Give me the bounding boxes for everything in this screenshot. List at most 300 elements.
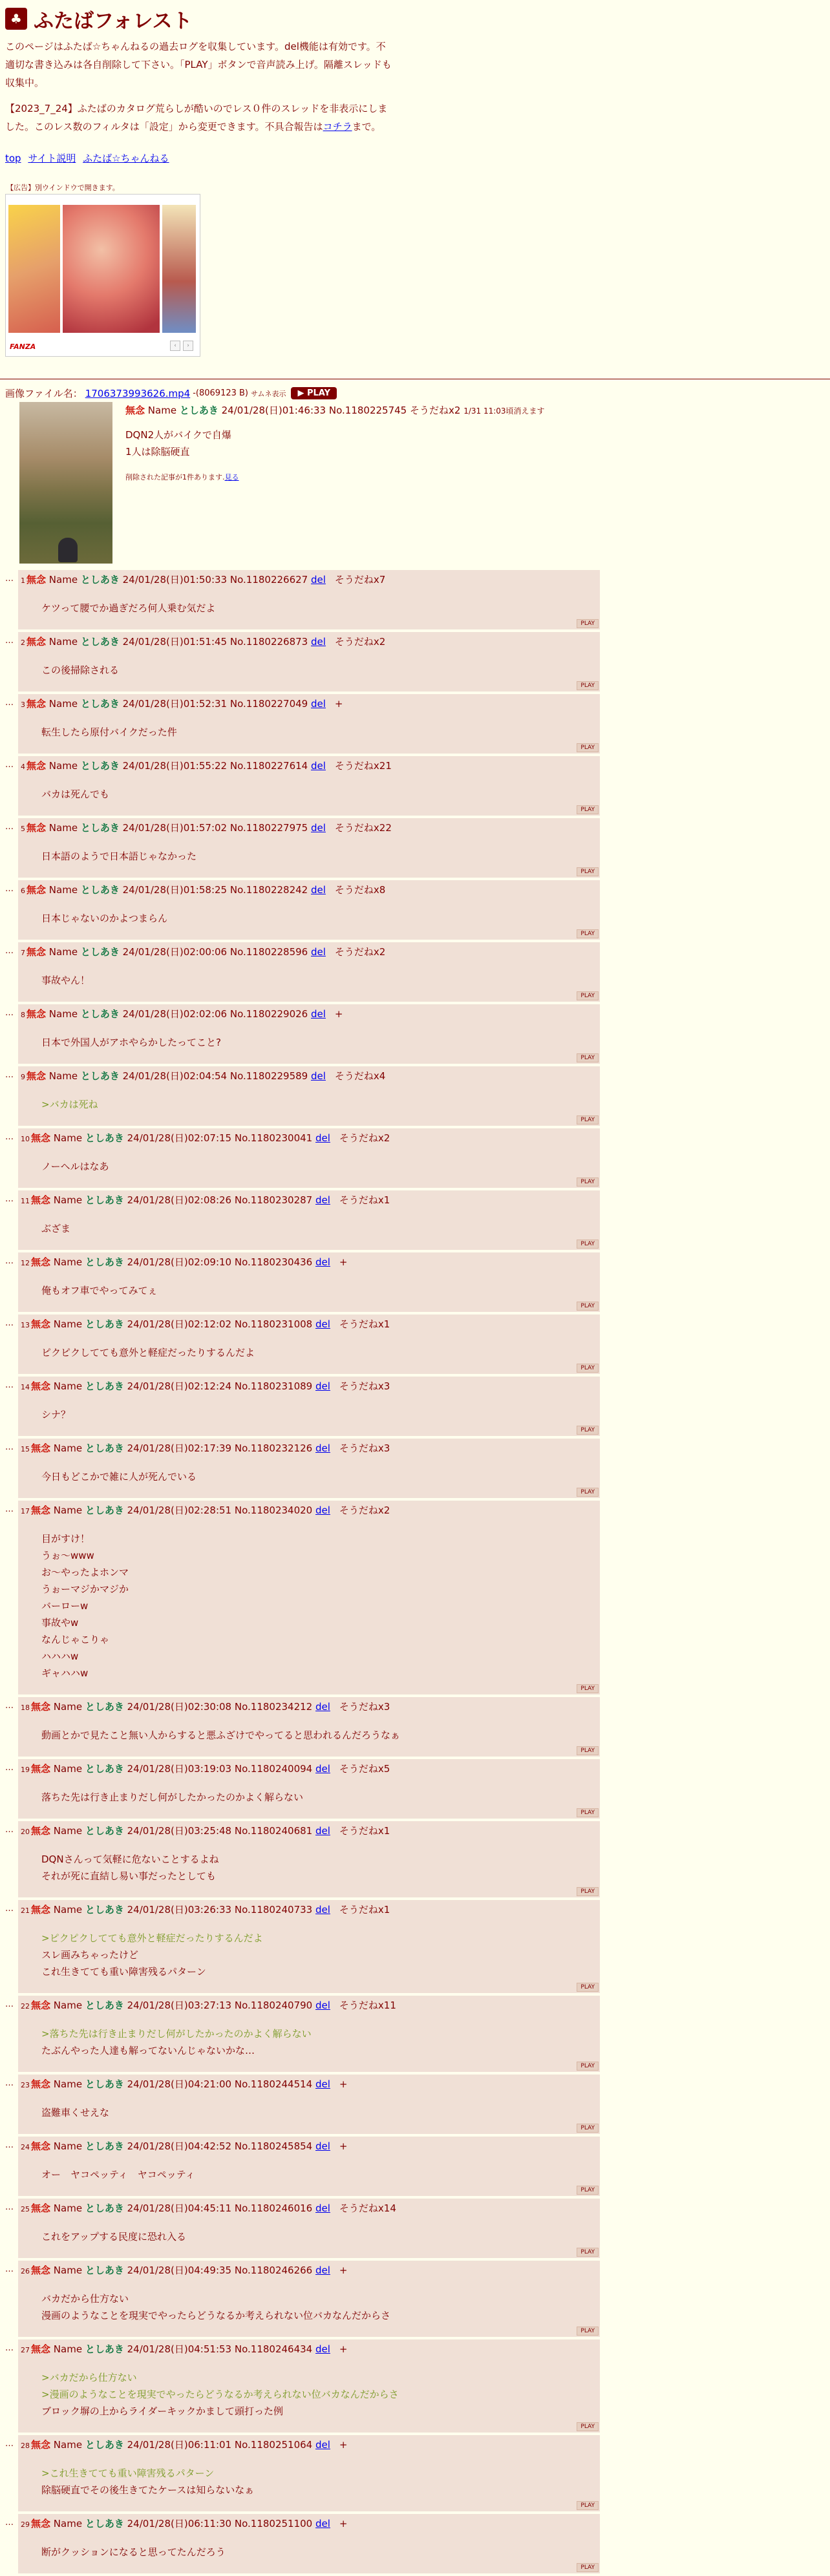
op-play-label: PLAY (307, 388, 331, 398)
reply-box (18, 570, 600, 629)
reply-datetime: 24/01/28(日)04:42:52 (127, 2140, 232, 2152)
reply-del-link[interactable]: del (315, 1442, 330, 1454)
reply-body (41, 848, 600, 865)
reply-row (5, 1697, 600, 1757)
reply-subject: 無念 (31, 1256, 51, 1268)
reply-play-button[interactable]: PLAY (577, 1426, 599, 1435)
reply-box (18, 1066, 600, 1126)
reply-body (41, 1468, 600, 1485)
nav-about-link[interactable]: サイト説明 (28, 153, 76, 164)
reply-row (5, 2514, 600, 2573)
reply-play-button[interactable]: PLAY (577, 2248, 599, 2257)
reply-quote-line: >これ生きてても重い障害残るパターン (41, 2467, 215, 2479)
reply-sodane[interactable]: そうだねx1 (339, 1318, 390, 1330)
reply-number[interactable]: No.1180229026 (229, 1008, 308, 1020)
reply-datetime: 24/01/28(日)02:07:15 (127, 1132, 232, 1144)
reply-sodane[interactable]: + (339, 2518, 348, 2529)
reply-sodane[interactable]: + (339, 1256, 348, 1268)
reply-del-link[interactable]: del (315, 1504, 330, 1516)
reply-quote-line: >バカは死ね (41, 1099, 98, 1110)
reply-index: 4 (21, 763, 25, 771)
reply-marker: … (5, 698, 14, 708)
reply-del-link[interactable]: del (315, 2265, 330, 2276)
reply-number[interactable]: No.1180229589 (229, 1070, 308, 1082)
reply-name: としあき (85, 2439, 124, 2451)
reply-index: 27 (21, 2346, 30, 2354)
reply-sodane[interactable]: そうだねx5 (339, 1763, 390, 1775)
reply-sodane[interactable]: + (339, 2265, 348, 2276)
reply-row (5, 2339, 600, 2433)
reply-index: 19 (21, 1766, 30, 1774)
reply-subject: 無念 (31, 2343, 51, 2355)
reply-body-line: 除脳硬直でその後生きてたケースは知らないなぁ (41, 2484, 255, 2496)
reply-number[interactable]: No.1180226627 (229, 574, 308, 586)
reply-del-link[interactable]: del (315, 1763, 330, 1775)
reply-play-button[interactable]: PLAY (577, 2563, 599, 2572)
reply-play-button[interactable]: PLAY (577, 681, 599, 690)
reply-number[interactable]: No.1180230287 (234, 1194, 313, 1206)
reply-number[interactable]: No.1180230041 (234, 1132, 313, 1144)
reply-name: としあき (80, 884, 120, 896)
reply-sodane[interactable]: そうだねx2 (339, 1132, 390, 1144)
reply-row (5, 1439, 600, 1498)
reply-datetime: 24/01/28(日)02:28:51 (127, 1504, 232, 1516)
reply-name: としあき (80, 1070, 120, 1082)
reply-number[interactable]: No.1180227049 (229, 698, 308, 710)
reply-body-line: 断がクッションになると思ってたんだろう (41, 2546, 226, 2558)
reply-sodane[interactable]: そうだねx3 (339, 1701, 390, 1713)
reply-del-link[interactable]: del (311, 574, 326, 586)
reply-marker: … (5, 946, 14, 956)
reply-del-link[interactable]: del (311, 822, 326, 834)
reply-sodane[interactable]: そうだねx7 (334, 574, 386, 586)
reply-del-link[interactable]: del (315, 1132, 330, 1144)
op-body-line: 1人は除脳硬直 (125, 446, 190, 458)
reply-datetime: 24/01/28(日)04:45:11 (127, 2202, 232, 2214)
reply-play-button[interactable]: PLAY (577, 1177, 599, 1187)
reply-datetime: 24/01/28(日)02:12:02 (127, 1318, 232, 1330)
reply-sodane[interactable]: そうだねx14 (339, 2202, 396, 2214)
reply-play-button[interactable]: PLAY (577, 1364, 599, 1373)
reply-number[interactable]: No.1180240681 (234, 1825, 313, 1837)
reply-sodane[interactable]: + (334, 698, 343, 710)
reply-sodane[interactable]: そうだねx11 (339, 2000, 396, 2011)
reply-sodane[interactable]: そうだねx1 (339, 1825, 390, 1837)
reply-row (5, 880, 600, 940)
reply-box (18, 1377, 600, 1436)
reply-name-prefix: Name (48, 698, 78, 710)
reply-play-button[interactable]: PLAY (577, 991, 599, 1000)
reply-subject: 無念 (27, 1008, 47, 1020)
reply-body (41, 2025, 600, 2059)
reply-number[interactable]: No.1180228596 (229, 946, 308, 958)
reply-number[interactable]: No.1180251064 (234, 2439, 313, 2451)
reply-marker: … (5, 1904, 14, 1914)
ad-prev-icon[interactable]: ‹ (170, 341, 180, 351)
op-header (125, 403, 545, 417)
reply-body (41, 972, 600, 989)
reply-number[interactable]: No.1180240094 (234, 1763, 313, 1775)
reply-box (18, 1501, 600, 1694)
reply-sodane[interactable]: そうだねx21 (334, 760, 392, 772)
reply-index: 6 (21, 887, 25, 895)
nav-top-link[interactable]: top (5, 153, 21, 164)
reply-datetime: 24/01/28(日)03:27:13 (127, 2000, 232, 2011)
reply-number[interactable]: No.1180251100 (234, 2518, 313, 2529)
reply-body-line: 日本語のようで日本語じゃなかった (41, 850, 197, 862)
reply-sodane[interactable]: そうだねx2 (334, 636, 386, 648)
reply-number[interactable]: No.1180240790 (234, 2000, 313, 2011)
reply-index: 25 (21, 2205, 30, 2213)
reply-play-button[interactable]: PLAY (577, 1115, 599, 1124)
reply-play-button[interactable]: PLAY (577, 1983, 599, 1992)
reply-name-prefix: Name (53, 2202, 83, 2214)
reply-number[interactable]: No.1180231089 (234, 1380, 313, 1392)
intro-text (5, 37, 393, 143)
reply-header (18, 1503, 600, 1519)
reply-body-line: ノーヘルはなあ (41, 1161, 109, 1172)
reply-index: 22 (21, 2002, 30, 2011)
reply-row (5, 2137, 600, 2196)
op-play-button[interactable]: ▶ PLAY (291, 387, 337, 399)
reply-play-button[interactable]: PLAY (577, 1053, 599, 1062)
reply-del-link[interactable]: del (315, 2140, 330, 2152)
reply-del-link[interactable]: del (315, 2202, 330, 2214)
reply-row (5, 1759, 600, 1819)
reply-del-link[interactable]: del (315, 2439, 330, 2451)
reply-play-button[interactable]: PLAY (577, 2327, 599, 2336)
reply-sodane[interactable]: + (339, 2439, 348, 2451)
reply-sodane[interactable]: そうだねx4 (334, 1070, 386, 1082)
reply-index: 20 (21, 1828, 30, 1836)
reply-body-line: うぉーマジかマジか (41, 1583, 129, 1595)
reply-index: 28 (21, 2442, 30, 2450)
op-subject: 無念 (125, 405, 145, 416)
deleted-view-link[interactable]: 見る (224, 473, 239, 481)
reply-marker: … (5, 2000, 14, 2009)
reply-number[interactable]: No.1180227975 (229, 822, 308, 834)
reply-marker: … (5, 1132, 14, 1142)
reply-play-button[interactable]: PLAY (577, 2062, 599, 2071)
reply-del-link[interactable]: del (315, 2078, 330, 2090)
reply-name: としあき (80, 1008, 120, 1020)
reply-sodane[interactable]: そうだねx22 (334, 822, 392, 834)
reply-body-line: それが死に直結し易い事だったとしても (41, 1870, 217, 1882)
reply-header (18, 1255, 600, 1271)
reply-body (41, 1034, 600, 1051)
reply-row (5, 1004, 600, 1064)
reply-marker: … (5, 2343, 14, 2353)
ad-image[interactable] (8, 205, 196, 333)
reply-index: 9 (21, 1073, 25, 1081)
reply-list (5, 570, 600, 2576)
reply-box (18, 1128, 600, 1188)
reply-del-link[interactable]: del (315, 1904, 330, 1916)
reply-body (41, 2290, 600, 2324)
reply-del-link[interactable]: del (315, 1825, 330, 1837)
reply-index: 12 (21, 1259, 30, 1267)
reply-name: としあき (80, 698, 120, 710)
op-video-thumbnail[interactable] (19, 402, 112, 564)
report-link[interactable]: コチラ (323, 121, 352, 132)
reply-sodane[interactable]: そうだねx3 (339, 1442, 390, 1454)
reply-name: としあき (85, 1380, 124, 1392)
reply-play-button[interactable]: PLAY (577, 867, 599, 876)
reply-number[interactable]: No.1180246434 (234, 2343, 313, 2355)
reply-header (18, 883, 600, 898)
reply-subject: 無念 (31, 2439, 51, 2451)
op-expire: 1/31 11:03頃消えます (463, 406, 545, 416)
deleted-notice-text: 削除された記事が1件あります. (125, 473, 225, 481)
reply-body (41, 724, 600, 741)
reply-number[interactable]: No.1180226873 (229, 636, 308, 648)
reply-header (18, 635, 600, 650)
reply-marker: … (5, 760, 14, 770)
reply-header (18, 697, 600, 712)
reply-body (41, 1851, 600, 1884)
reply-header (18, 1998, 600, 2014)
reply-number[interactable]: No.1180240733 (234, 1904, 313, 1916)
reply-row (5, 818, 600, 878)
reply-play-button[interactable]: PLAY (577, 1746, 599, 1755)
reply-name-prefix: Name (53, 1442, 83, 1454)
reply-box (18, 1190, 600, 1250)
reply-play-button[interactable]: PLAY (577, 743, 599, 752)
file-size: -(8069123 B) (193, 388, 249, 398)
reply-box (18, 2514, 600, 2573)
nav-futaba-link[interactable]: ふたば☆ちゃんねる (83, 153, 169, 164)
reply-header (18, 1317, 600, 1333)
reply-marker: … (5, 1701, 14, 1711)
reply-del-link[interactable]: del (311, 636, 326, 648)
reply-body (41, 662, 600, 679)
reply-number[interactable]: No.1180230436 (234, 1256, 313, 1268)
reply-index: 18 (21, 1704, 30, 1712)
reply-box (18, 942, 600, 1002)
reply-marker: … (5, 1380, 14, 1390)
reply-subject: 無念 (27, 946, 47, 958)
reply-header (18, 945, 600, 960)
reply-del-link[interactable]: del (311, 1008, 326, 1020)
reply-del-link[interactable]: del (315, 1256, 330, 1268)
reply-body-line: 落ちた先は行き止まりだし何がしたかったのかよく解らない (41, 1791, 304, 1803)
reply-sodane[interactable]: そうだねx8 (334, 884, 386, 896)
reply-body-line: ブロック塀の上からライダーキックかまして頭打った例 (41, 2405, 283, 2417)
reply-number[interactable]: No.1180234212 (234, 1701, 313, 1713)
reply-index: 26 (21, 2267, 30, 2275)
thumbnail-figure (58, 538, 78, 562)
reply-box (18, 818, 600, 878)
reply-play-button[interactable]: PLAY (577, 929, 599, 938)
reply-name-prefix: Name (53, 1380, 83, 1392)
reply-body-line: 俺もオフ車でやってみてぇ (41, 1285, 158, 1296)
reply-del-link[interactable]: del (311, 698, 326, 710)
reply-play-button[interactable]: PLAY (577, 2124, 599, 2133)
reply-index: 23 (21, 2081, 30, 2089)
reply-del-link[interactable]: del (315, 2343, 330, 2355)
ad-cover-right (162, 205, 196, 333)
reply-datetime: 24/01/28(日)02:30:08 (127, 1701, 232, 1713)
reply-marker: … (5, 1504, 14, 1514)
reply-del-link[interactable]: del (315, 2000, 330, 2011)
reply-body-line: この後掃除される (41, 664, 120, 676)
reply-del-link[interactable]: del (315, 1194, 330, 1206)
reply-del-link[interactable]: del (315, 1318, 330, 1330)
reply-del-link[interactable]: del (311, 884, 326, 896)
tree-logo-icon: ♣ (5, 8, 27, 30)
reply-datetime: 24/01/28(日)02:02:06 (122, 1008, 228, 1020)
op-body (125, 427, 231, 460)
reply-row (5, 1314, 600, 1374)
reply-play-button[interactable]: PLAY (577, 805, 599, 814)
reply-name-prefix: Name (48, 884, 78, 896)
reply-sodane[interactable]: + (339, 2343, 348, 2355)
reply-del-link[interactable]: del (315, 1701, 330, 1713)
reply-name-prefix: Name (53, 2140, 83, 2152)
reply-play-button[interactable]: PLAY (577, 1887, 599, 1896)
reply-number[interactable]: No.1180234020 (234, 1504, 313, 1516)
reply-name-prefix: Name (53, 2000, 83, 2011)
reply-subject: 無念 (31, 2202, 51, 2214)
reply-play-button[interactable]: PLAY (577, 1240, 599, 1249)
reply-body (41, 1220, 600, 1237)
reply-body-line: お〜やったよホンマ (41, 1567, 129, 1578)
reply-quote-line: >落ちた先は行き止まりだし何がしたかったのかよく解らない (41, 2028, 312, 2040)
ad-brand-logo: FANZA (10, 343, 36, 351)
reply-sodane[interactable]: そうだねx2 (334, 946, 386, 958)
reply-sodane[interactable]: + (339, 2078, 348, 2090)
reply-number[interactable]: No.1180246016 (234, 2202, 313, 2214)
op-body-line: DQN2人がバイクで自爆 (125, 429, 231, 441)
reply-row (5, 1252, 600, 1312)
reply-datetime: 24/01/28(日)02:08:26 (127, 1194, 232, 1206)
reply-subject: 無念 (27, 574, 47, 586)
reply-header (18, 2263, 600, 2279)
reply-sodane[interactable]: そうだねx1 (339, 1194, 390, 1206)
reply-box (18, 1252, 600, 1312)
ad-next-icon[interactable]: › (183, 341, 193, 351)
reply-datetime: 24/01/28(日)06:11:01 (127, 2439, 232, 2451)
reply-subject: 無念 (31, 1194, 51, 1206)
reply-body (41, 1789, 600, 1806)
reply-play-button[interactable]: PLAY (577, 619, 599, 628)
reply-del-link[interactable]: del (315, 1380, 330, 1392)
op-name: としあき (179, 405, 218, 416)
ad-banner[interactable] (5, 194, 200, 357)
reply-datetime: 24/01/28(日)01:58:25 (122, 884, 228, 896)
reply-body-line: バカだから仕方ない (41, 2293, 129, 2305)
intro-paragraph-1: このページはふたば☆ちゃんねるの過去ログを収集しています。del機能は有効です。不適切な書き込みは各自削除して下さい。「PLAY」ボタンで音声読み上げ。隔離スレッドも収集中。 (5, 41, 392, 89)
reply-box (18, 2261, 600, 2337)
file-link[interactable]: 1706373993626.mp4 (85, 387, 191, 399)
reply-del-link[interactable]: del (311, 1070, 326, 1082)
reply-del-link[interactable]: del (315, 2518, 330, 2529)
reply-header (18, 2201, 600, 2217)
reply-name-prefix: Name (53, 2265, 83, 2276)
reply-subject: 無念 (31, 2078, 51, 2090)
reply-sodane[interactable]: そうだねx1 (339, 1904, 390, 1916)
reply-subject: 無念 (27, 822, 47, 834)
reply-body (41, 2166, 600, 2183)
reply-datetime: 24/01/28(日)04:51:53 (127, 2343, 232, 2355)
reply-number[interactable]: No.1180228242 (229, 884, 308, 896)
reply-subject: 無念 (31, 1701, 51, 1713)
reply-sodane[interactable]: そうだねx3 (339, 1380, 390, 1392)
reply-index: 11 (21, 1197, 30, 1205)
reply-subject: 無念 (27, 1070, 47, 1082)
reply-body-line: 動画とかで見たこと無い人からすると悪ふざけでやってると思われるんだろうなぁ (41, 1729, 401, 1741)
reply-box (18, 2199, 600, 2258)
reply-name-prefix: Name (48, 760, 78, 772)
file-label: 画像ファイル名： (5, 388, 83, 399)
reply-row (5, 1900, 600, 1993)
reply-row (5, 2435, 600, 2511)
op-name-prefix: Name (147, 405, 177, 416)
reply-name: としあき (85, 2000, 124, 2011)
reply-play-button[interactable]: PLAY (577, 2501, 599, 2510)
reply-name: としあき (85, 1442, 124, 1454)
reply-name-prefix: Name (48, 636, 78, 648)
reply-datetime: 24/01/28(日)01:50:33 (122, 574, 228, 586)
reply-index: 8 (21, 1011, 25, 1019)
reply-number[interactable]: No.1180232126 (234, 1442, 313, 1454)
reply-header (18, 2517, 600, 2532)
reply-datetime: 24/01/28(日)06:11:30 (127, 2518, 232, 2529)
reply-row (5, 694, 600, 754)
reply-marker: … (5, 822, 14, 832)
reply-name: としあき (85, 1701, 124, 1713)
reply-body-line: これをアップする民度に恐れ入る (41, 2231, 186, 2243)
reply-name: としあき (85, 2202, 124, 2214)
reply-body-line: ハハハw (41, 1651, 79, 1662)
op-sodane[interactable]: そうだねx2 (410, 405, 461, 416)
reply-number[interactable]: No.1180246266 (234, 2265, 313, 2276)
reply-number[interactable]: No.1180227614 (229, 760, 308, 772)
reply-sodane[interactable]: そうだねx2 (339, 1504, 390, 1516)
reply-play-button[interactable]: PLAY (577, 1808, 599, 1817)
reply-name: としあき (85, 1194, 124, 1206)
reply-number[interactable]: No.1180231008 (234, 1318, 313, 1330)
reply-body-line: 事故やw (41, 1617, 79, 1629)
reply-index: 1 (21, 576, 25, 585)
reply-play-button[interactable]: PLAY (577, 1302, 599, 1311)
reply-sodane[interactable]: + (339, 2140, 348, 2152)
reply-datetime: 24/01/28(日)02:09:10 (127, 1256, 232, 1268)
reply-name-prefix: Name (48, 822, 78, 834)
reply-play-button[interactable]: PLAY (577, 1488, 599, 1497)
reply-row (5, 1128, 600, 1188)
reply-subject: 無念 (31, 1380, 51, 1392)
reply-body (41, 1406, 600, 1423)
reply-row (5, 2261, 600, 2337)
reply-play-button[interactable]: PLAY (577, 2422, 599, 2431)
reply-box (18, 1004, 600, 1064)
ad-cover-center (63, 205, 160, 333)
reply-sodane[interactable]: + (334, 1008, 343, 1020)
reply-del-link[interactable]: del (311, 760, 326, 772)
reply-play-button[interactable]: PLAY (577, 1684, 599, 1693)
reply-subject: 無念 (31, 2000, 51, 2011)
reply-row (5, 1377, 600, 1436)
reply-del-link[interactable]: del (311, 946, 326, 958)
reply-subject: 無念 (31, 1318, 51, 1330)
reply-subject: 無念 (27, 760, 47, 772)
reply-play-button[interactable]: PLAY (577, 2186, 599, 2195)
reply-body-line: 事故やん！ (41, 975, 90, 986)
reply-number[interactable]: No.1180244514 (234, 2078, 313, 2090)
reply-subject: 無念 (27, 698, 47, 710)
reply-number[interactable]: No.1180245854 (234, 2140, 313, 2152)
